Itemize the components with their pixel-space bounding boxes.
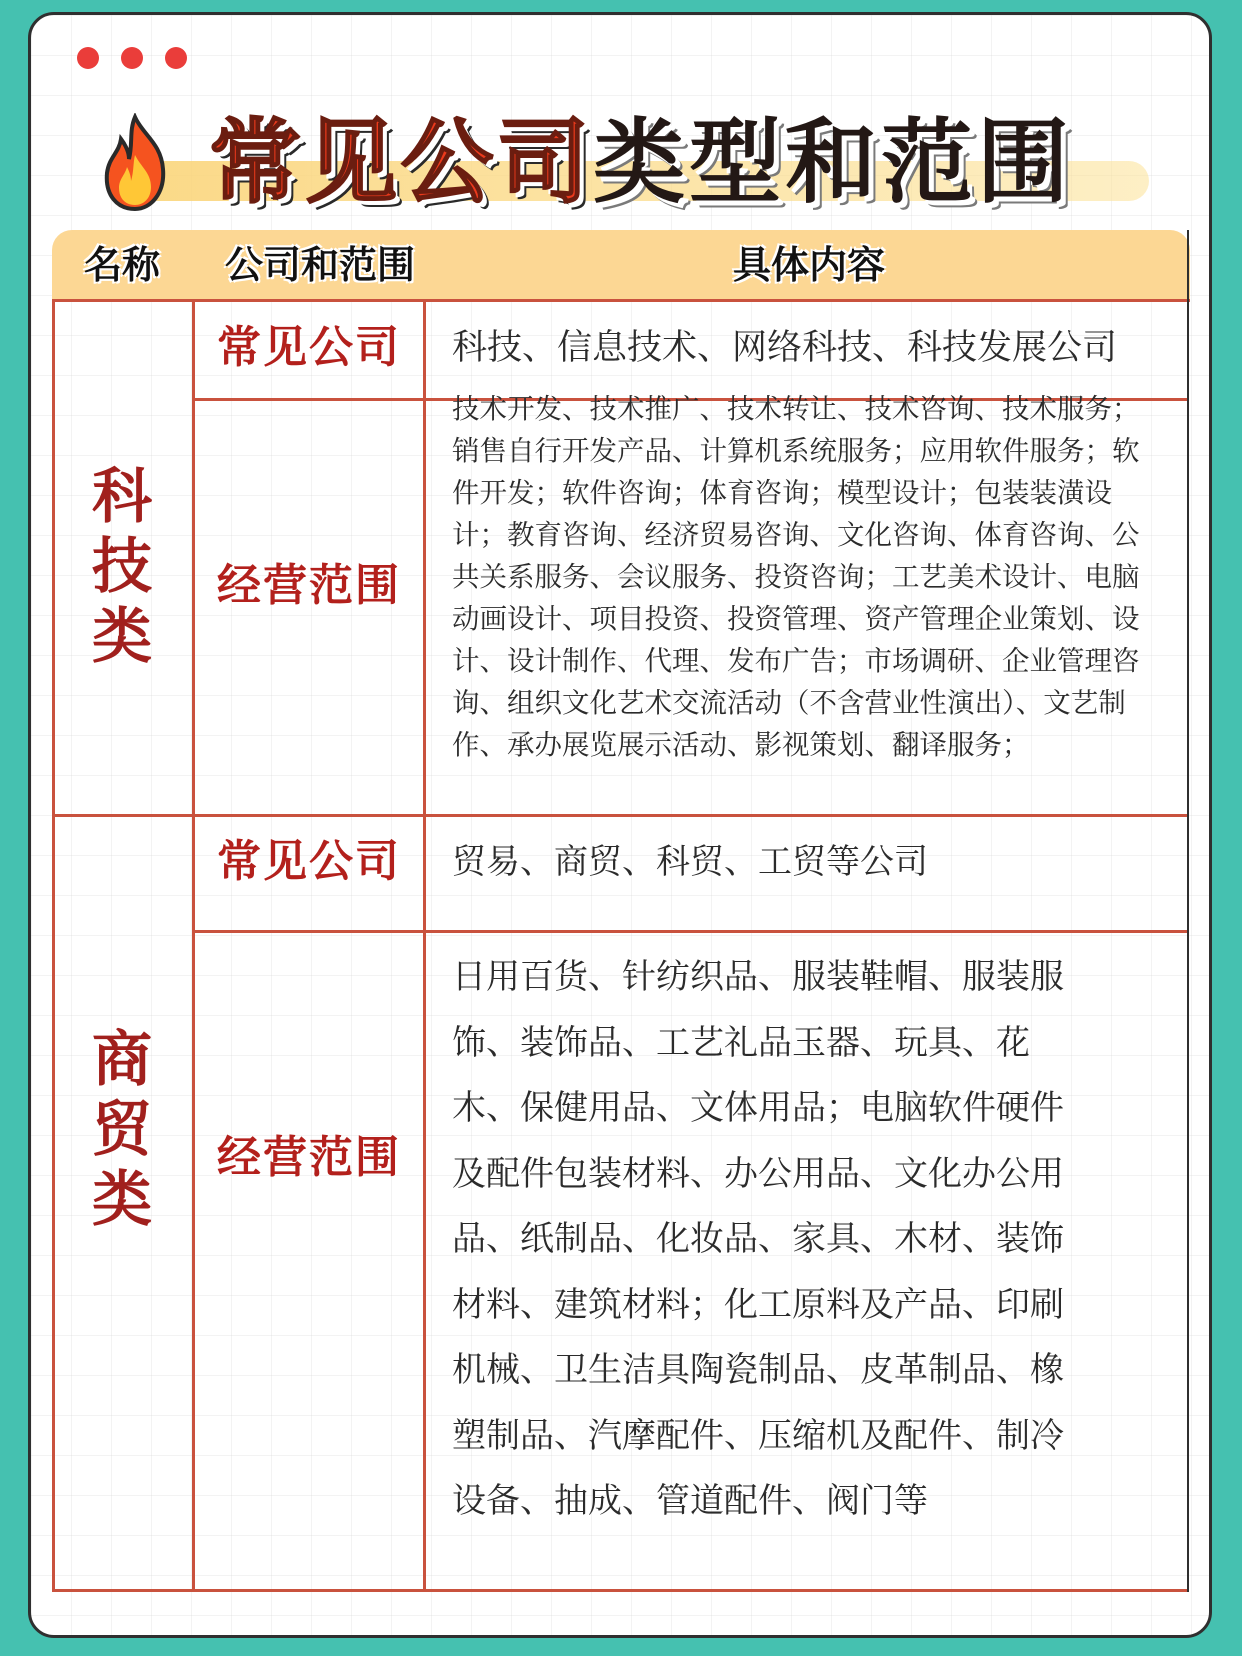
- column-divider-1: [192, 302, 195, 1592]
- title-part-dark: 类型和范围: [593, 109, 1074, 216]
- row-content: 技术开发、技术推广、技术转让、技术咨询、技术服务；销售自行开发产品、计算机系统服务；应用软件服务；软件开发；软件咨询；体育咨询；模型设计；包装装潢设计；教育咨询、经济贸易咨询、文化咨询、体育咨询、公共关系服务、会议服务、投资咨询；工艺美术设计、电脑动画设计、项目投资、投资管理、资产管理企业策划、设计、设计制作、代理、发布广告；市场调研、企业管理咨询、组织文化艺术交流活动（不含营业性演出）、文艺制作、承办展览展示活动、影视策划、翻译服务；: [452, 393, 1140, 761]
- row-content: 贸易、商贸、科贸、工贸等公司: [452, 842, 928, 882]
- close-dot-icon[interactable]: [77, 47, 99, 69]
- row-label-business-scope: 经营范围: [217, 1132, 401, 1183]
- category-char: 技: [92, 532, 152, 602]
- page-title: [209, 109, 1073, 217]
- column-divider-2: [423, 302, 426, 1592]
- category-char: 科: [92, 462, 152, 532]
- header-scope: 公司和范围: [224, 243, 415, 287]
- table-border-bottom: [52, 1589, 1187, 1592]
- header-content: 具体内容: [732, 243, 885, 287]
- title-part-red: 常见公司: [209, 109, 594, 216]
- category-char: 类: [92, 602, 152, 672]
- company-types-table: [52, 230, 1190, 1592]
- row-label-common-companies: 常见公司: [217, 322, 401, 373]
- header-name: 名称: [83, 243, 160, 287]
- row-content: 日用百货、针纺织品、服装鞋帽、服装服饰、装饰品、工艺礼品玉器、玩具、花木、保健用品、文体用品；电脑软件硬件及配件包装材料、办公用品、文化办公用品、纸制品、化妆品、家具、木材、装饰材料、建筑材料；化工原料及产品、印刷机械、卫生洁具陶瓷制品、皮革制品、橡塑制品、汽摩配件、压缩机及配件、制冷设备、抽成、管道配件、阀门等: [452, 957, 1064, 1521]
- category-char: 商: [92, 1025, 152, 1095]
- category-trade: [52, 1025, 192, 1235]
- row-label-business-scope: 经营范围: [217, 560, 401, 611]
- table-border-right: [1187, 230, 1189, 1592]
- maximize-dot-icon[interactable]: [165, 47, 187, 69]
- row-label-common-companies: 常见公司: [217, 836, 401, 887]
- table-header: [52, 230, 1190, 302]
- fire-icon: [99, 113, 171, 213]
- category-tech: [52, 462, 192, 672]
- minimize-dot-icon[interactable]: [121, 47, 143, 69]
- category-char: 类: [92, 1165, 152, 1235]
- row-divider: [195, 930, 1187, 933]
- row-content: 科技、信息技术、网络科技、科技发展公司: [452, 328, 1118, 368]
- window-controls: [77, 47, 209, 73]
- category-char: 贸: [92, 1095, 152, 1165]
- page-header: [79, 103, 1179, 223]
- category-divider: [52, 814, 1187, 817]
